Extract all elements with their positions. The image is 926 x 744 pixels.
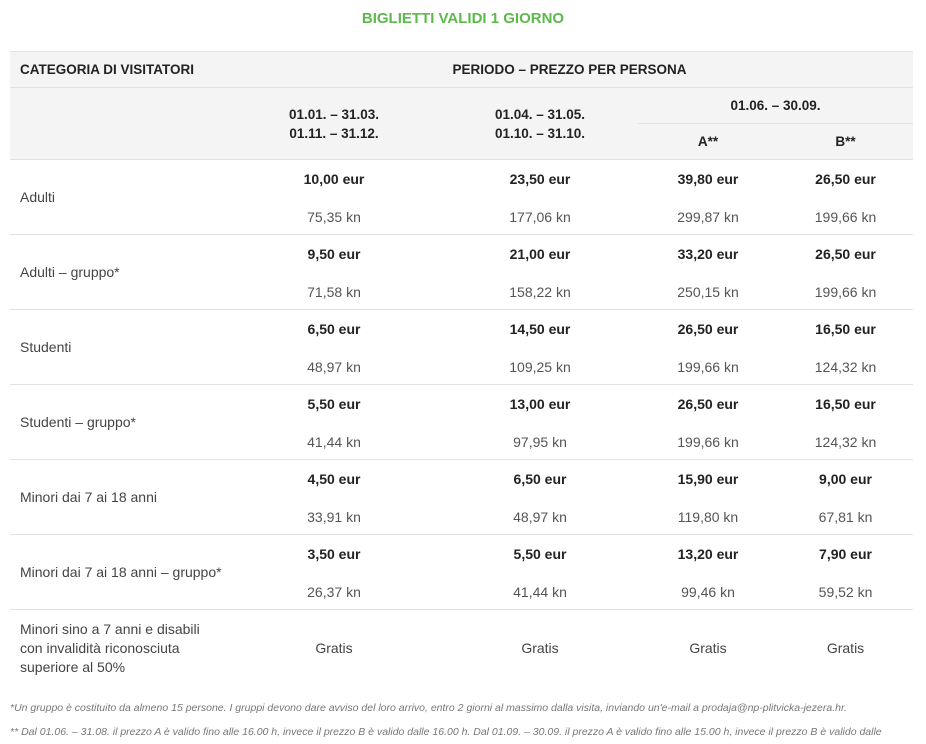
row-category: Adulti – gruppo* [10,235,226,310]
price-kn: 250,15 kn [677,283,739,300]
price-kn: 299,87 kn [677,208,739,225]
price-kn: 59,52 kn [818,583,873,600]
footnote-price-times: ** Dal 01.06. – 31.08. il prezzo A è valido fino alle 16.00 h, invece il prezzo B è valido dalle 16.00 h. Dal 01.09. – 30.09. il prezzo A è valido fino alle 15.00 h, invece il prezzo B è valido dalle [10,726,882,738]
header-period-spring-autumn [442,88,638,160]
price-kn: 33,91 kn [307,508,361,525]
price-eur: 26,50 eur [815,245,876,262]
price-kn: 199,66 kn [814,208,877,225]
row-category: Adulti [10,160,226,235]
price-eur: 6,50 eur [513,470,567,487]
price-cell [778,310,913,385]
price-eur: 10,00 eur [303,170,365,187]
price-eur: 26,50 eur [815,170,876,187]
price-kn: 97,95 kn [513,433,567,450]
price-eur: 13,20 eur [677,545,739,562]
price-kn: 99,46 kn [681,583,735,600]
price-cell [226,460,442,535]
table-row [10,460,913,535]
price-cell [638,310,778,385]
header-period-winter-line1: 01.01. – 31.03. [288,106,380,122]
price-eur: 9,00 eur [819,470,872,487]
price-eur: 5,50 eur [307,395,361,412]
table-row [10,235,913,310]
header-period-spring-line1: 01.04. – 31.05. [494,106,586,122]
price-cell [442,385,638,460]
header-period-winter-line2: 01.11. – 31.12. [289,125,379,141]
table-row [10,535,913,610]
price-kn: 67,81 kn [818,508,873,525]
price-kn: 158,22 kn [509,283,571,300]
price-cell [778,235,913,310]
price-cell [638,385,778,460]
gratis-value: Gratis [638,610,778,687]
table-header [10,52,913,160]
table-row [10,310,913,385]
header-period-spring-line2: 01.10. – 31.10. [494,125,586,141]
price-kn: 48,97 kn [307,358,361,375]
price-eur: 14,50 eur [509,320,571,337]
price-eur: 9,50 eur [307,245,361,262]
row-category: Minori dai 7 ai 18 anni – gruppo* [10,535,226,610]
price-eur: 21,00 eur [509,245,571,262]
price-eur: 16,50 eur [815,395,876,412]
price-cell [226,310,442,385]
price-kn: 26,37 kn [307,583,361,600]
price-eur: 4,50 eur [307,470,361,487]
price-eur: 23,50 eur [509,170,571,187]
price-kn: 199,66 kn [677,358,739,375]
gratis-value: Gratis [442,610,638,687]
table-row [10,160,913,235]
price-cell [442,535,638,610]
price-cell [638,160,778,235]
price-kn: 41,44 kn [513,583,567,600]
header-price-b: B** [778,124,913,160]
table-row [10,385,913,460]
ticket-price-table [10,51,913,686]
header-period-winter [226,88,442,160]
price-cell [226,235,442,310]
price-kn: 199,66 kn [814,283,877,300]
price-kn: 109,25 kn [509,358,571,375]
price-kn: 199,66 kn [677,433,739,450]
price-eur: 5,50 eur [513,545,567,562]
price-kn: 71,58 kn [307,283,361,300]
row-category: Minori dai 7 ai 18 anni [10,460,226,535]
row-category: Studenti [10,310,226,385]
table-body [10,160,913,687]
price-eur: 6,50 eur [307,320,361,337]
price-kn: 119,80 kn [677,508,739,525]
price-eur: 16,50 eur [815,320,876,337]
price-kn: 124,32 kn [814,358,877,375]
price-cell [226,535,442,610]
row-category: Minori sino a 7 anni e disabili con invalidità riconosciuta superiore al 50% [10,610,226,687]
header-period-summer: 01.06. – 30.09. [638,88,913,124]
price-eur: 39,80 eur [677,170,739,187]
price-cell [442,235,638,310]
price-cell [778,535,913,610]
gratis-value: Gratis [778,610,913,687]
header-price-a: A** [638,124,778,160]
header-empty-cell [10,88,226,160]
price-eur: 26,50 eur [677,320,739,337]
price-cell [442,460,638,535]
price-cell [778,160,913,235]
price-cell [638,235,778,310]
price-eur: 33,20 eur [677,245,739,262]
price-cell [778,385,913,460]
table-row-gratis [10,610,913,687]
price-eur: 13,00 eur [509,395,571,412]
price-kn: 177,06 kn [509,208,571,225]
price-kn: 48,97 kn [513,508,567,525]
price-cell [226,385,442,460]
footnote-group: *Un gruppo è costituito da almeno 15 persone. I gruppi devono dare avviso del loro arrivo, entro 2 giorni al massimo dalla visita, inviando un'e-mail a prodaja@np-plitvicka-jezera.hr. [10,702,847,714]
price-cell [778,460,913,535]
header-period: PERIODO – PREZZO PER PERSONA [226,52,913,88]
price-cell [638,460,778,535]
price-eur: 15,90 eur [677,470,739,487]
price-eur: 7,90 eur [819,545,872,562]
gratis-value: Gratis [226,610,442,687]
price-cell [226,160,442,235]
row-category: Studenti – gruppo* [10,385,226,460]
price-cell [442,160,638,235]
header-category: CATEGORIA DI VISITATORI [10,52,226,88]
price-eur: 26,50 eur [677,395,739,412]
price-cell [442,310,638,385]
page-title: BIGLIETTI VALIDI 1 GIORNO [361,10,565,27]
price-kn: 75,35 kn [307,208,361,225]
price-eur: 3,50 eur [307,545,361,562]
price-cell [638,535,778,610]
price-kn: 124,32 kn [814,433,877,450]
price-kn: 41,44 kn [307,433,361,450]
